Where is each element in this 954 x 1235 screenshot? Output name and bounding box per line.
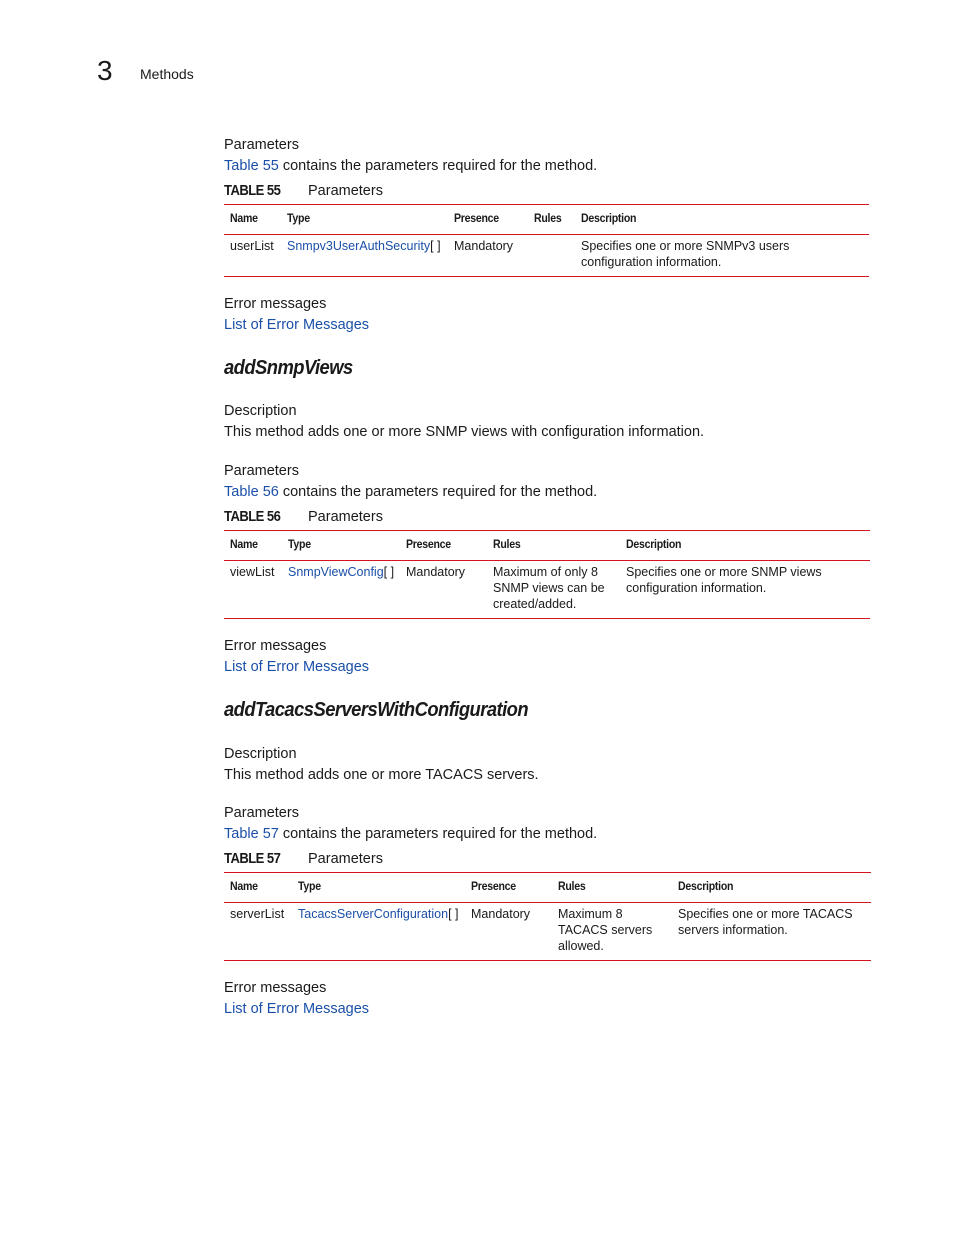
table-number: TABLE 56 — [224, 509, 281, 525]
table-reference — [224, 825, 597, 843]
table-header — [224, 205, 869, 235]
parameters-table — [224, 530, 870, 619]
description-heading: Description — [224, 746, 297, 762]
table-caption — [224, 508, 524, 526]
chapter-title: Methods — [140, 66, 194, 82]
col-header-type: Type — [298, 879, 321, 893]
cell-presence: Mandatory — [406, 565, 466, 579]
cell-description: Specifies one or more SNMPv3 users configuration information. — [581, 239, 790, 270]
description-text: This method adds one or more TACACS servers. — [224, 767, 539, 783]
cell-rules: Maximum 8 TACACS servers allowed. — [558, 907, 653, 954]
parameters-table — [224, 204, 869, 277]
error-messages-link[interactable]: List of Error Messages — [224, 659, 370, 675]
parameters-table — [224, 872, 871, 961]
table-reference — [224, 483, 597, 501]
table-label: Parameters — [308, 509, 383, 525]
col-header-description: Description — [678, 879, 734, 893]
table-reference-text: contains the parameters required for the method. — [278, 826, 598, 842]
cell-presence: Mandatory — [454, 239, 514, 253]
col-header-presence: Presence — [454, 211, 499, 225]
cell-presence: Mandatory — [471, 907, 531, 921]
cell-type — [287, 238, 441, 254]
cell-rules: Maximum of only 8 SNMP views can be created/added. — [493, 565, 605, 612]
col-header-description: Description — [581, 211, 637, 225]
table-number: TABLE 57 — [224, 851, 281, 867]
error-messages-heading: Error messages — [224, 980, 327, 996]
table-header — [224, 873, 871, 903]
col-header-name: Name — [230, 211, 258, 225]
col-header-presence: Presence — [471, 879, 516, 893]
cell-name: viewList — [230, 565, 275, 579]
table-reference-text: contains the parameters required for the method. — [278, 484, 598, 500]
method-title: addTacacsServersWithConfiguration — [224, 699, 529, 721]
col-header-name: Name — [230, 537, 258, 551]
col-header-rules: Rules — [493, 537, 521, 551]
type-suffix: [ ] — [448, 907, 459, 921]
method-title: addSnmpViews — [224, 357, 353, 379]
cell-type — [288, 564, 394, 580]
table-number: TABLE 55 — [224, 183, 281, 199]
col-header-type: Type — [288, 537, 311, 551]
col-header-name: Name — [230, 879, 258, 893]
col-header-rules: Rules — [534, 211, 562, 225]
table-57-link[interactable]: Table 57 — [224, 826, 279, 842]
parameters-heading: Parameters — [224, 805, 299, 821]
description-text: This method adds one or more SNMP views with configuration information. — [224, 424, 705, 440]
table-caption — [224, 850, 524, 868]
type-link[interactable]: SnmpViewConfig — [288, 565, 384, 579]
table-label: Parameters — [308, 183, 383, 199]
type-link[interactable]: Snmpv3UserAuthSecurity — [287, 239, 431, 253]
col-header-description: Description — [626, 537, 682, 551]
type-link[interactable]: TacacsServerConfiguration — [298, 907, 449, 921]
cell-type — [298, 906, 459, 922]
error-messages-heading: Error messages — [224, 296, 327, 312]
table-56-link[interactable]: Table 56 — [224, 484, 279, 500]
col-header-rules: Rules — [558, 879, 586, 893]
error-messages-heading: Error messages — [224, 638, 327, 654]
type-suffix: [ ] — [430, 239, 441, 253]
col-header-presence: Presence — [406, 537, 451, 551]
cell-name: userList — [230, 239, 274, 253]
type-suffix: [ ] — [383, 565, 395, 579]
parameters-heading: Parameters — [224, 137, 299, 153]
cell-name: serverList — [230, 907, 285, 921]
description-heading: Description — [224, 403, 297, 419]
cell-description: Specifies one or more TACACS servers information. — [678, 907, 853, 938]
cell-description: Specifies one or more SNMP views configuration information. — [626, 565, 822, 596]
chapter-number: 3 — [97, 55, 113, 86]
table-label: Parameters — [308, 851, 383, 867]
parameters-heading: Parameters — [224, 463, 299, 479]
table-55-link[interactable]: Table 55 — [224, 158, 279, 174]
error-messages-link[interactable]: List of Error Messages — [224, 317, 370, 333]
table-reference-text: contains the parameters required for the method. — [278, 158, 598, 174]
col-header-type: Type — [287, 211, 310, 225]
error-messages-link[interactable]: List of Error Messages — [224, 1001, 370, 1017]
table-header — [224, 531, 870, 561]
table-reference — [224, 157, 597, 175]
table-caption — [224, 182, 524, 200]
